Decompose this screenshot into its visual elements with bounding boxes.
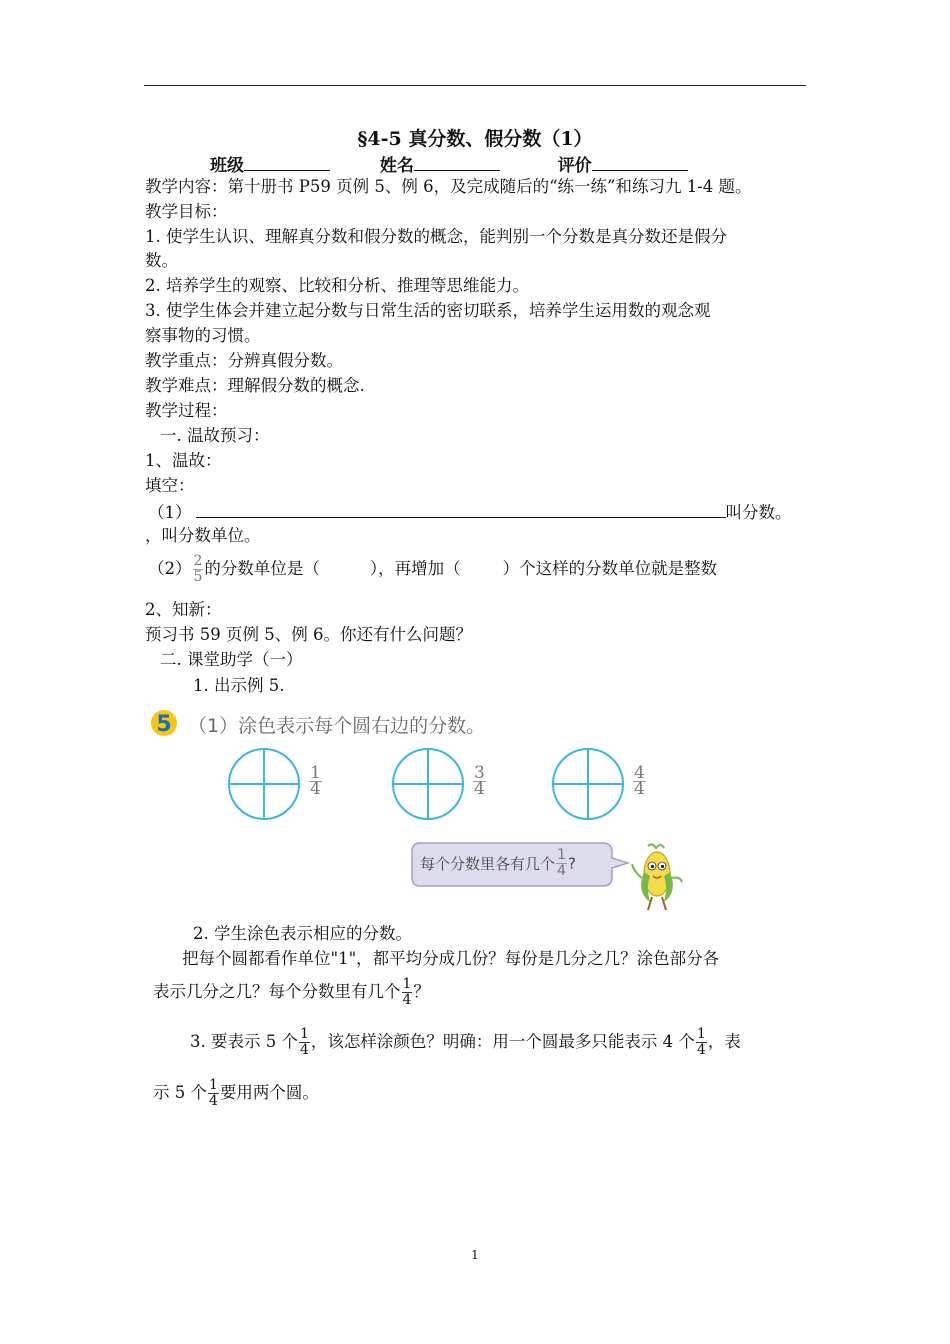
key-point: 教学重点：分辨真假分数。 (145, 351, 343, 370)
section-1-heading: 一. 温故预习： (160, 426, 270, 445)
question-2 (148, 553, 717, 585)
fill-heading: 填空： (145, 476, 195, 495)
question-2-text-a: 的分数单位是（ (204, 559, 320, 578)
question-1 (148, 500, 792, 524)
bubble-text: 每个分数里各有几个 (420, 855, 556, 873)
goals-title: 教学目标： (145, 202, 228, 221)
question-1-line2: ，叫分数单位。 (145, 526, 261, 545)
circle-group-3 (550, 746, 660, 830)
speech-bubble (420, 848, 576, 879)
goal-2: 2. 培养学生的观察、比较和分析、推理等思维能力。 (145, 276, 529, 295)
circle-group-1 (226, 746, 336, 830)
circle-3-fraction: $\frac{4}{4}$ (634, 763, 645, 799)
question-2-blank-1[interactable] (320, 557, 370, 574)
circle-group-2 (390, 746, 500, 830)
goal-1b: 数。 (145, 251, 178, 270)
goal-1a: 1. 使学生认识、理解真分数和假分数的概念，能判别一个分数是真分数还是假分 (145, 227, 727, 246)
step-3-fraction-2: $\frac{1}{4}$ (696, 1026, 706, 1058)
page-number: 1 (471, 1248, 479, 1262)
process-title: 教学过程： (145, 401, 228, 420)
preview-text: 预习书 59 页例 5、例 6。你还有什么问题？ (145, 625, 472, 644)
question-2-text-b: ），再增加（ (369, 559, 461, 578)
step-2: 2. 学生涂色表示相应的分数。 (193, 924, 412, 943)
show-example-5: 1. 出示例 5. (193, 676, 285, 695)
class-label: 班级 (210, 156, 244, 176)
question-1-number: （1） (148, 503, 192, 522)
step-3-text-a3: ，表 (707, 1032, 741, 1051)
name-label: 姓名 (379, 156, 414, 176)
question-1-blank[interactable] (196, 500, 726, 518)
new-heading: 2、知新： (145, 600, 222, 619)
goal-3b: 察事物的习惯。 (145, 326, 261, 345)
section-2-heading: 二. 课堂助学（一） (160, 650, 303, 669)
step-3-text-b2: 要用两个圆。 (219, 1083, 319, 1102)
bubble-question: ? (567, 854, 576, 873)
question-2-fraction: $\frac{2}{5}$ (193, 553, 203, 585)
example-instruction: （1）涂色表示每个圆右边的分数。 (188, 715, 486, 737)
corn-mascot-icon (628, 842, 686, 914)
goal-3a: 3. 使学生体会并建立起分数与日常生活的密切联系，培养学生运用数的观念观 (145, 301, 711, 320)
question-2-text-c: ）个这样的分数单位就是整数 (502, 559, 718, 578)
step-2-fraction: $\frac{1}{4}$ (402, 976, 412, 1008)
circle-2-fraction: $\frac{3}{4}$ (474, 763, 485, 799)
teaching-content: 教学内容：第十册书 P59 页例 5、例 6，及完成随后的“练一练”和练习九 1-4 题。 (145, 177, 752, 196)
name-blank[interactable] (414, 153, 500, 171)
question-1-tail: 叫分数。 (725, 503, 792, 522)
rating-label: 评价 (557, 156, 592, 176)
step-2-question-a: 把每个圆都看作单位"1"，都平均分成几份？每份是几分之几？涂色部分各 (182, 949, 720, 968)
question-2-number: （2） (148, 559, 192, 578)
badge-number: 5 (156, 712, 172, 737)
question-2-blank-2[interactable] (461, 557, 503, 574)
step-3-text-a1: 3. 要表示 5 个 (190, 1032, 298, 1051)
example-5-badge (149, 707, 179, 739)
bubble-fraction: $\frac{1}{4}$ (557, 847, 566, 879)
header-rule (144, 85, 806, 86)
student-fields (210, 151, 688, 176)
step-3-line-1 (190, 1026, 741, 1058)
step-3-text-b1: 示 5 个 (153, 1083, 207, 1102)
class-blank[interactable] (244, 153, 330, 171)
step-3-text-a2: ，该怎样涂颜色？明确：用一个圆最多只能表示 4 个 (310, 1032, 695, 1051)
difficulty: 教学难点：理解假分数的概念. (145, 376, 365, 395)
rating-blank[interactable] (592, 153, 688, 171)
step-2-qmark: ？ (413, 982, 430, 1001)
step-2-question-b-text: 表示几分之几？每个分数里有几个 (153, 982, 401, 1001)
review-heading: 1、温故： (145, 451, 222, 470)
step-3-fraction-1: $\frac{1}{4}$ (299, 1026, 309, 1058)
step-2-question-b (153, 976, 430, 1008)
circle-1-fraction: $\frac{1}{4}$ (310, 763, 321, 799)
step-3-line-2 (153, 1077, 319, 1109)
page-title: §4-5 真分数、假分数（1） (357, 128, 593, 150)
step-3-fraction-3: $\frac{1}{4}$ (209, 1077, 218, 1109)
